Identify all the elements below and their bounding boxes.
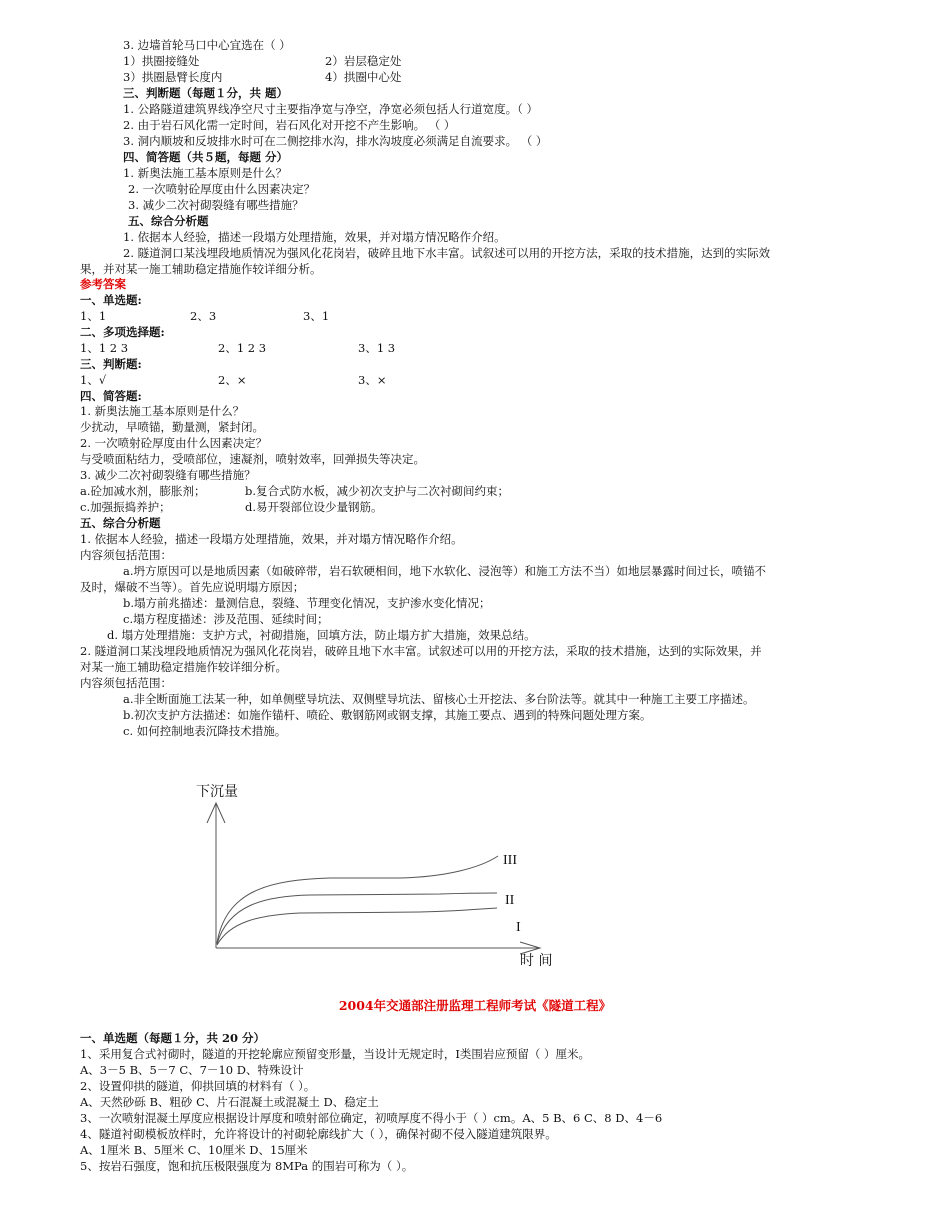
analysis-title: 五、综合分析题: [128, 214, 209, 228]
answer-analysis-q1: 1. 依据本人经验，描述一段塌方处理措施，效果，并对塌方情况略作介绍。: [80, 532, 463, 546]
short-answer-title: 四、简答题（共５题，每题 分）: [123, 150, 289, 164]
answer-judge-1: 1、√: [80, 373, 107, 387]
judge-item-3: 3. 洞内顺坡和反坡排水时可在二侧挖排水沟，排水沟坡度必须满足自流要求。 （ ）: [123, 134, 548, 148]
short-question-1: 1. 新奥法施工基本原则是什么？: [123, 166, 288, 180]
analysis-question-2: 2. 隧道洞口某浅埋段地质情况为强风化花岗岩，破碎且地下水丰富。试叙述可以用的开挖方法，采取的技术措施，达到的实际效: [123, 246, 771, 260]
answer-analysis-scope-2: 内容须包括范围：: [80, 676, 172, 690]
analysis-question-1: 1. 依据本人经验，描述一段塌方处理措施，效果，并对塌方情况略作介绍。: [123, 230, 506, 244]
answer-analysis-1b: b.塌方前兆描述：量测信息，裂缝、节理变化情况，支护渗水变化情况；: [123, 596, 491, 610]
answers-short-title: 四、简答题:: [80, 389, 142, 403]
answers-analysis-title: 五、综合分析题: [80, 516, 161, 530]
answer-multi-1: 1、1 2 3: [80, 341, 129, 355]
diagram-y-label: 下沉量: [196, 784, 238, 800]
answer-short-q1: 1. 新奥法施工基本原则是什么？: [80, 404, 245, 418]
answer-short-a3-b: b.复合式防水板，减少初次支护与二次衬砌间约束；: [245, 484, 510, 498]
answer-single-2: 2、3: [190, 309, 217, 323]
answers-multi-title: 二、多项选择题:: [80, 325, 165, 339]
question-3: 3. 边墙首轮马口中心宜选在（ ）: [123, 38, 291, 52]
answer-short-a2: 与受喷面粘结力，受喷部位，速凝剂，喷射效率，回弹损失等决定。: [80, 452, 425, 466]
answer-analysis-1a-cont: 及时，爆破不当等）。首先应说明塌方原因；: [80, 580, 305, 594]
answer-short-a3-d: d.易开裂部位设少量钢筋。: [245, 500, 383, 514]
option-1: 1）拱圈接缝处: [123, 54, 200, 68]
curve-1: [217, 908, 497, 945]
exam-question-2: 2、设置仰拱的隧道，仰拱回填的材料有（ ）。: [80, 1079, 316, 1093]
judge-item-2: 2. 由于岩石风化需一定时间，岩石风化对开挖不产生影响。 （ ）: [123, 118, 456, 132]
option-2: 2）岩层稳定处: [325, 54, 402, 68]
exam-title: 2004年交通部注册监理工程师考试《隧道工程》: [338, 998, 612, 1013]
answer-analysis-1a: a.坍方原因可以是地质因素（如破碎带，岩石软硬相间，地下水软化、浸泡等）和施工方法不当）如地层暴露时间过长，喷锚不: [123, 564, 767, 578]
diagram-x-label: 时 间: [520, 953, 553, 969]
answer-analysis-scope-1: 内容须包括范围：: [80, 548, 172, 562]
answer-short-a3-c: c.加强振捣养护；: [80, 500, 171, 514]
option-3: 3）拱圈悬臂长度内: [123, 70, 223, 84]
answer-short-a3-a: a.砼加减水剂，膨胀剂；: [80, 484, 206, 498]
answers-single-title: 一、单选题:: [80, 293, 142, 307]
answer-analysis-1c: c.塌方程度描述：涉及范围、延续时间；: [123, 612, 329, 626]
exam-question-4: 4、隧道衬砌模板放样时，允许将设计的衬砌轮廓线扩大（ ），确保衬砌不侵入隧道建筑限界。: [80, 1127, 557, 1141]
answer-analysis-q2-cont: 对某一施工辅助稳定措施作较详细分析。: [80, 660, 287, 674]
short-question-2: 2. 一次喷射砼厚度由什么因素决定？: [128, 182, 316, 196]
answer-analysis-q2: 2. 隧道洞口某浅埋段地质情况为强风化花岗岩，破碎且地下水丰富。试叙述可以用的开挖方法，采取的技术措施，达到的实际效果，并: [80, 644, 762, 658]
exam-section-1-title: 一、单选题（每题１分，共 20 分）: [80, 1031, 266, 1045]
answer-analysis-2b: b.初次支护方法描述：如施作锚杆、喷砼、敷钢筋网或钢支撑，其施工要点、遇到的特殊问题处理方案。: [123, 708, 652, 722]
analysis-question-2-cont: 果，并对某一施工辅助稳定措施作较详细分析。: [80, 262, 322, 276]
answers-judge-title: 三、判断题:: [80, 357, 142, 371]
answer-analysis-2c: c. 如何控制地表沉降技术措施。: [123, 724, 287, 738]
answer-short-q3: 3. 减少二次衬砌裂缝有哪些措施？: [80, 468, 256, 482]
answer-analysis-2a: a.非全断面施工法某一种，如单侧壁导坑法、双侧壁导坑法、留核心土开挖法、多台阶法等。就其中一种施工主要工序描述。: [123, 692, 755, 706]
judge-item-1: 1. 公路隧道建筑界线净空尺寸主要指净宽与净空，净宽必须包括人行道宽度。（ ）: [123, 102, 539, 116]
answer-short-q2: 2. 一次喷射砼厚度由什么因素决定？: [80, 436, 268, 450]
judge-section-title: 三、判断题（每题１分，共 题）: [123, 86, 289, 100]
exam-question-4-options: A、1厘米 B、5厘米 C、10厘米 D、15厘米: [80, 1143, 308, 1157]
exam-question-2-options: A、天然砂砾 B、粗砂 C、片石混凝土或混凝土 D、稳定土: [80, 1095, 379, 1109]
exam-question-1-options: A、3－5 B、5－7 C、7－10 D、特殊设计: [80, 1063, 304, 1077]
curve-2-label: II: [505, 893, 515, 908]
answer-judge-3: 3、×: [358, 373, 387, 387]
answer-multi-3: 3、1 3: [358, 341, 396, 355]
curve-3-label: III: [503, 853, 517, 868]
answer-single-3: 3、1: [303, 309, 330, 323]
exam-question-1: 1、采用复合式衬砌时，隧道的开挖轮廓应预留变形量，当设计无规定时，Ⅰ类围岩应预留（ ）厘米。: [80, 1047, 591, 1061]
answer-single-1: 1、1: [80, 309, 107, 323]
exam-question-5: 5、按岩石强度，饱和抗压极限强度为 8MPa 的围岩可称为（ ）。: [80, 1159, 414, 1173]
answer-multi-2: 2、1 2 3: [218, 341, 267, 355]
exam-question-3: 3、一次喷射混凝土厚度应根据设计厚度和喷射部位确定，初喷厚度不得小于（ ）cm。A、5 B、6 C、8 D、4－6: [80, 1111, 663, 1125]
answer-analysis-1d: d. 塌方处理措施：支护方式，衬砌措施，回填方法，防止塌方扩大措施，效果总结。: [107, 628, 536, 642]
curve-2: [217, 893, 497, 944]
answer-short-a1: 少扰动，早喷锚，勤量测，紧封闭。: [80, 420, 264, 434]
option-4: 4）拱圈中心处: [325, 70, 402, 84]
curve-1-label: I: [516, 920, 521, 935]
curve-3: [217, 856, 498, 943]
short-question-3: 3. 减少二次衬砌裂缝有哪些措施？: [128, 198, 304, 212]
answer-judge-2: 2、×: [218, 373, 247, 387]
answers-title: 参考答案: [80, 277, 126, 291]
